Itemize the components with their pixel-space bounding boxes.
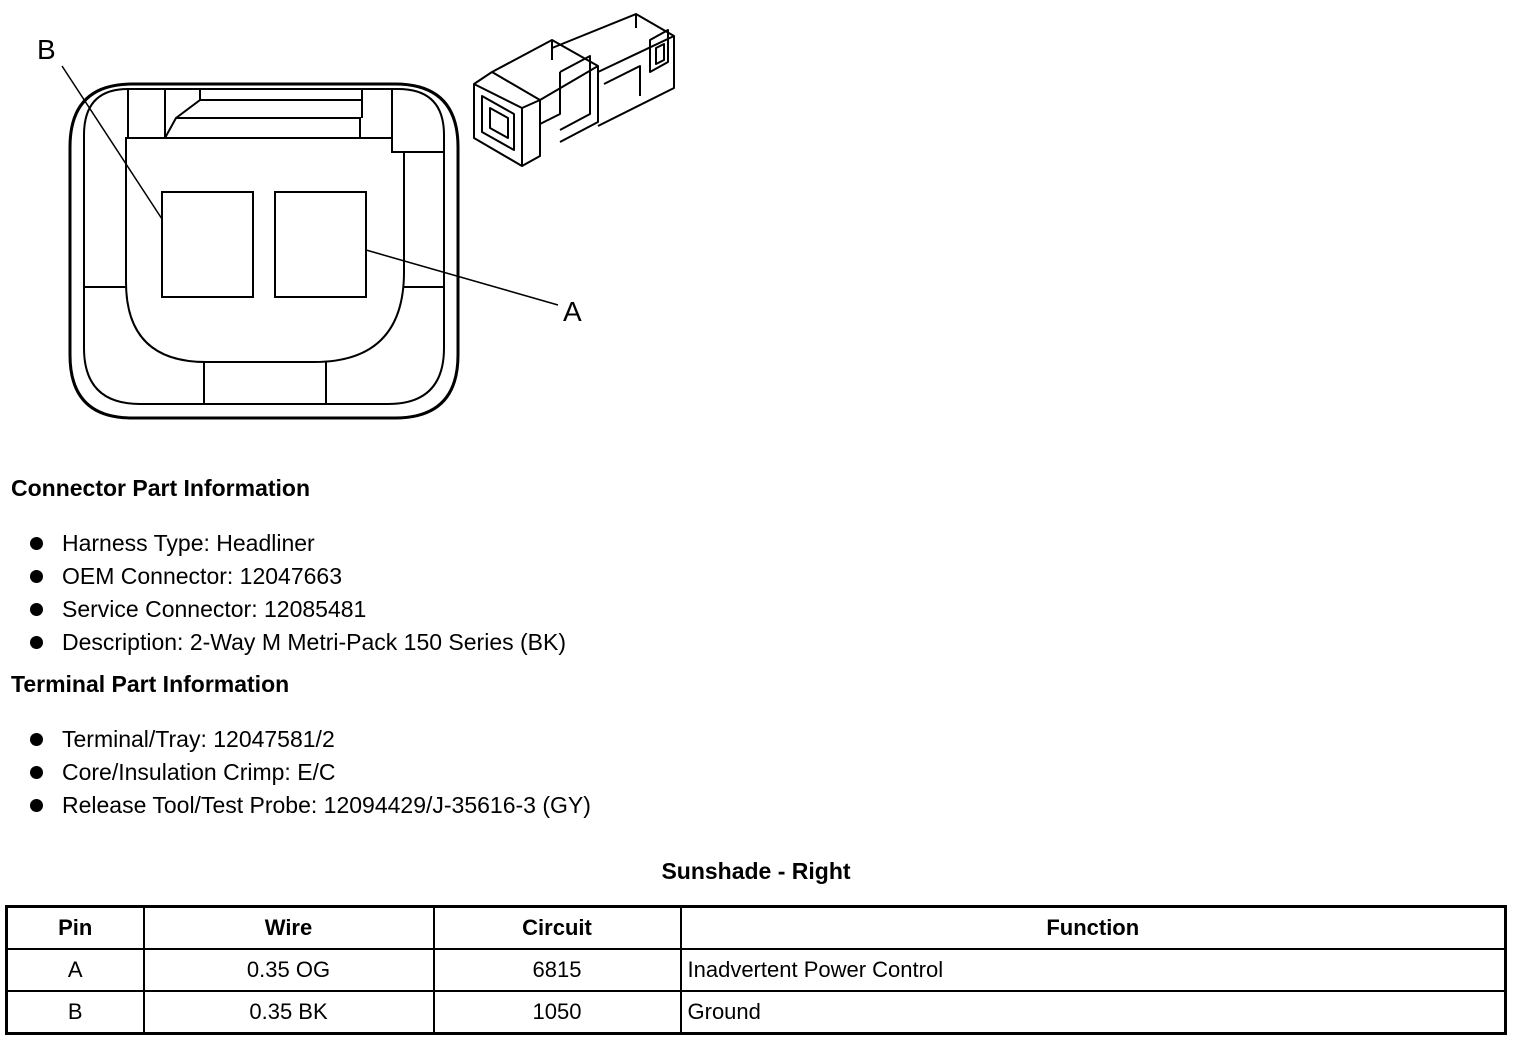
cell-pin: B (7, 991, 144, 1034)
list-item-text: Harness Type: Headliner (62, 530, 315, 556)
cell-pin: A (7, 949, 144, 991)
list-item (26, 593, 566, 626)
connector-thumbnail (474, 14, 674, 166)
connector-info-list (26, 527, 566, 659)
list-item (26, 560, 566, 593)
terminal-info-list (26, 723, 591, 822)
list-item-text: Release Tool/Test Probe: 12094429/J-35616-3 (GY) (62, 792, 591, 818)
cavity-face (126, 138, 404, 362)
bullet-icon (30, 636, 43, 649)
list-item (26, 756, 591, 789)
bullet-icon (30, 733, 43, 746)
terminal-info-title: Terminal Part Information (11, 671, 290, 697)
list-item-text: Core/Insulation Crimp: E/C (62, 759, 336, 785)
cell-wire: 0.35 BK (144, 991, 434, 1034)
list-item-text: Terminal/Tray: 12047581/2 (62, 726, 335, 752)
list-item-text: Description: 2-Way M Metri-Pack 150 Series (BK) (62, 629, 567, 655)
pin-table (5, 905, 1507, 1035)
header-wire: Wire (144, 907, 434, 950)
callout-a: A (563, 296, 582, 327)
callout-b: B (37, 34, 56, 65)
list-item (26, 626, 566, 659)
connector-info-title: Connector Part Information (11, 475, 311, 501)
bullet-icon (30, 603, 43, 616)
pin-cavity-a (275, 192, 366, 297)
list-item-text: OEM Connector: 12047663 (62, 563, 343, 589)
pin-table-title: Sunshade - Right (661, 858, 851, 884)
leader-line-a (366, 250, 558, 305)
bullet-icon (30, 537, 43, 550)
cell-function: Inadvertent Power Control (681, 949, 1506, 991)
table-row (7, 991, 1506, 1034)
table-header-row (7, 907, 1506, 950)
list-item-text: Service Connector: 12085481 (62, 596, 367, 622)
list-item (26, 527, 566, 560)
list-item (26, 723, 591, 756)
table-row (7, 949, 1506, 991)
bullet-icon (30, 799, 43, 812)
list-item (26, 789, 591, 822)
header-pin: Pin (7, 907, 144, 950)
cell-function: Ground (681, 991, 1506, 1034)
connector-diagram (0, 0, 700, 440)
header-function: Function (681, 907, 1506, 950)
cell-circuit: 6815 (434, 949, 681, 991)
bullet-icon (30, 570, 43, 583)
pin-cavity-b (162, 192, 253, 297)
header-circuit: Circuit (434, 907, 681, 950)
cell-wire: 0.35 OG (144, 949, 434, 991)
connector-inner-shell (84, 89, 444, 404)
cell-circuit: 1050 (434, 991, 681, 1034)
bullet-icon (30, 766, 43, 779)
